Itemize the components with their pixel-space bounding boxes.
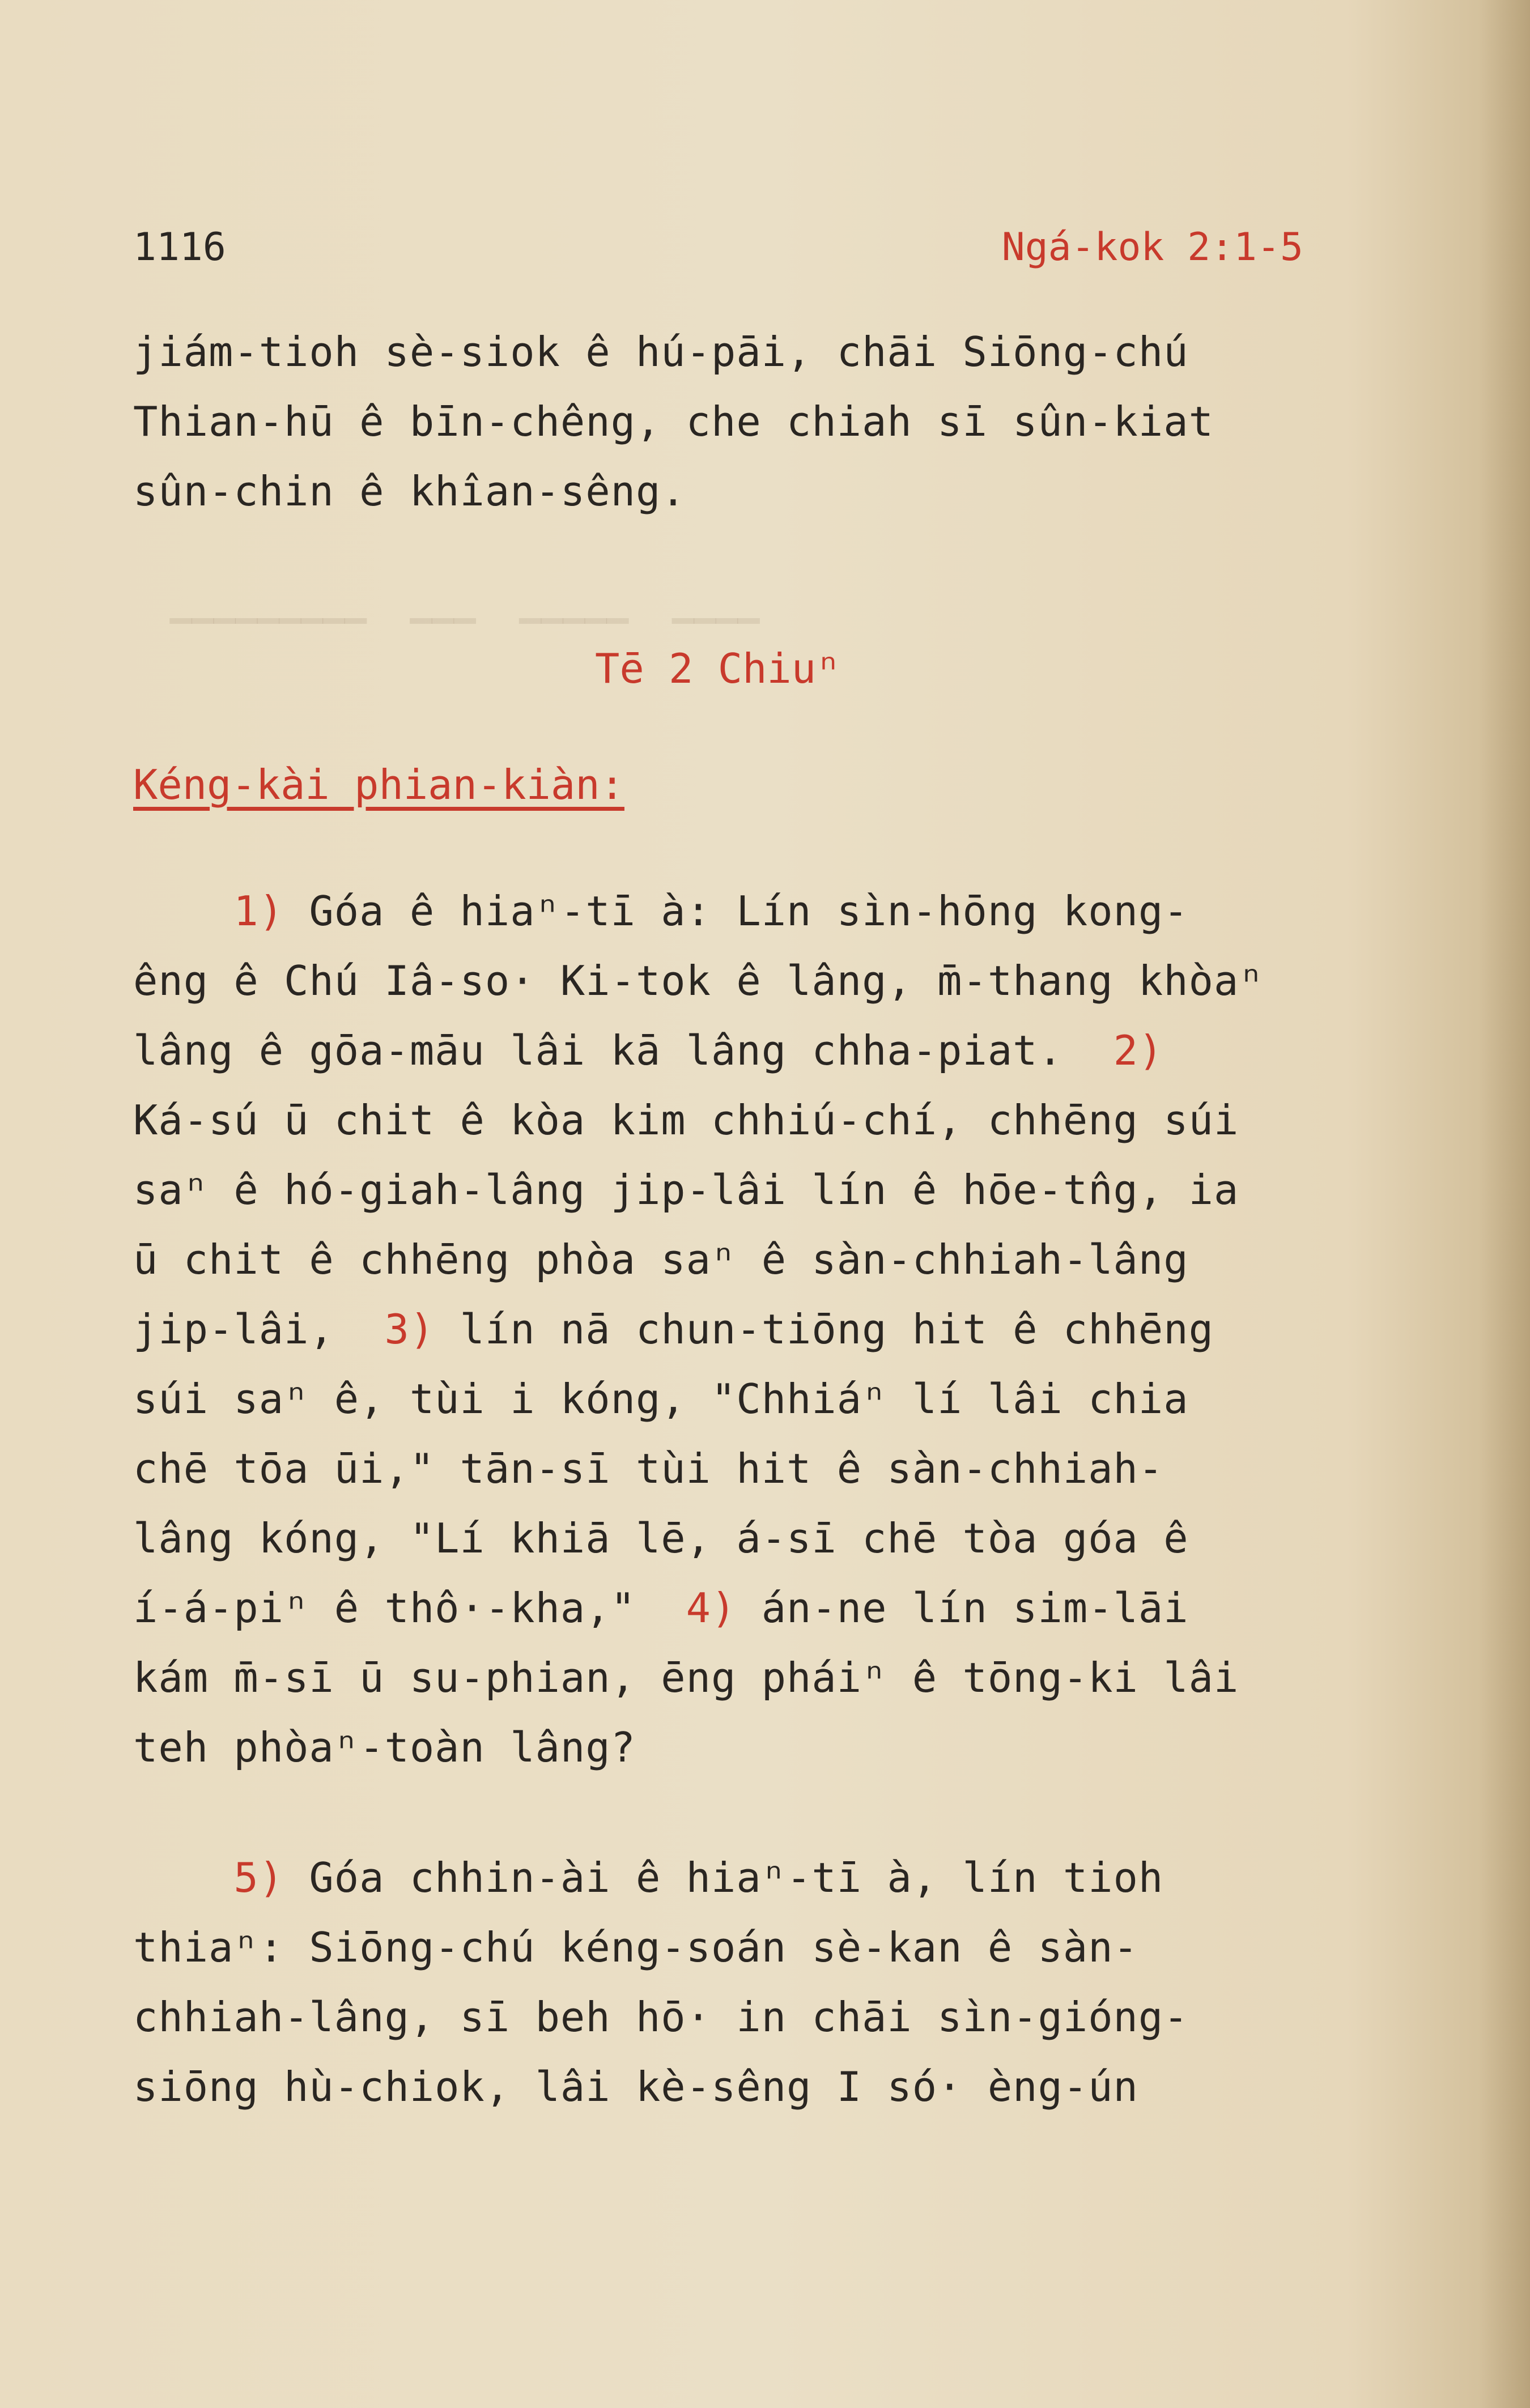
text-line: thiaⁿ: Siōng-chú kéng-soán sè-kan ê sàn- bbox=[133, 1924, 1138, 1971]
section-heading: Kéng-kài phian-kiàn: bbox=[133, 761, 624, 809]
text-line: jiám-tioh sè-siok ê hú-pāi, chāi Siōng-chú bbox=[133, 328, 1189, 376]
page-header bbox=[133, 222, 1303, 273]
text-segment: Góa chhin-ài ê hiaⁿ-tī à, lín tioh bbox=[284, 1854, 1164, 1901]
text-line: súi saⁿ ê, tùi i kóng, "Chhiáⁿ lí lâi chia bbox=[133, 1375, 1189, 1423]
text-segment: lâng ê gōa-māu lâi kā lâng chha-piat. bbox=[133, 1027, 1114, 1074]
text-line bbox=[133, 1016, 1264, 1086]
text-segment: í-á-piⁿ ê thô·-kha," bbox=[133, 1584, 686, 1632]
verse-number: 4) bbox=[686, 1584, 737, 1632]
text-line: lâng kóng, "Lí khiā lē, á-sī chē tòa góa ê bbox=[133, 1514, 1189, 1562]
text-segment: Góa ê hiaⁿ-tī à: Lín sìn-hōng kong- bbox=[284, 887, 1189, 935]
text-line bbox=[133, 1573, 1264, 1643]
text-line bbox=[133, 1843, 1189, 1913]
text-line: siōng hù-chiok, lâi kè-sêng I só· èng-ún bbox=[133, 2063, 1138, 2111]
text-line: kám m̄-sī ū su-phian, ēng pháiⁿ ê tōng-ki lâi bbox=[133, 1654, 1239, 1701]
text-line: saⁿ ê hó-giah-lâng jip-lâi lín ê hōe-tn̂g, ia bbox=[133, 1166, 1239, 1214]
text-line: ū chit ê chhēng phòa saⁿ ê sàn-chhiah-lâng bbox=[133, 1236, 1189, 1283]
text-line: êng ê Chú Iâ-so· Ki-tok ê lâng, m̄-thang khòaⁿ bbox=[133, 957, 1264, 1005]
intro-text bbox=[133, 317, 1402, 526]
text-line: chhiah-lâng, sī beh hō· in chāi sìn-gióng- bbox=[133, 1993, 1189, 2041]
paragraph-2 bbox=[133, 1843, 1189, 2122]
verse-number: 3) bbox=[384, 1305, 435, 1353]
text-line: chē tōa ūi," tān-sī tùi hit ê sàn-chhiah- bbox=[133, 1445, 1164, 1492]
page-number: 1116 bbox=[133, 225, 226, 270]
text-line: Ká-sú ū chit ê kòa kim chhiú-chí, chhēng súi bbox=[133, 1096, 1239, 1144]
verse-number: 2) bbox=[1113, 1027, 1164, 1074]
paragraph-1 bbox=[133, 877, 1264, 1782]
running-head: Ngá-kok 2:1-5 bbox=[1001, 225, 1303, 270]
chapter-heading: Tē 2 Chiuⁿ bbox=[595, 645, 841, 692]
text-line: Thian-hū ê bīn-chêng, che chiah sī sûn-kiat bbox=[133, 398, 1214, 445]
verse-number: 1) bbox=[233, 887, 284, 935]
text-segment: lín nā chun-tiōng hit ê chhēng bbox=[435, 1305, 1214, 1353]
bleed-through-texture: ▁▁▁▁ ▁▁▁▁▁ ▁▁▁ ▁▁▁▁▁▁▁▁▁ bbox=[170, 582, 760, 624]
verse-number: 5) bbox=[233, 1854, 284, 1901]
page-edge-shadow bbox=[1479, 0, 1530, 2408]
text-line: sûn-chin ê khîan-sêng. bbox=[133, 467, 686, 515]
text-line bbox=[133, 877, 1264, 946]
text-line: teh phòaⁿ-toàn lâng? bbox=[133, 1724, 636, 1771]
text-segment: jip-lâi, bbox=[133, 1305, 385, 1353]
text-segment: án-ne lín sim-lāi bbox=[736, 1584, 1189, 1632]
text-line bbox=[133, 1295, 1264, 1364]
